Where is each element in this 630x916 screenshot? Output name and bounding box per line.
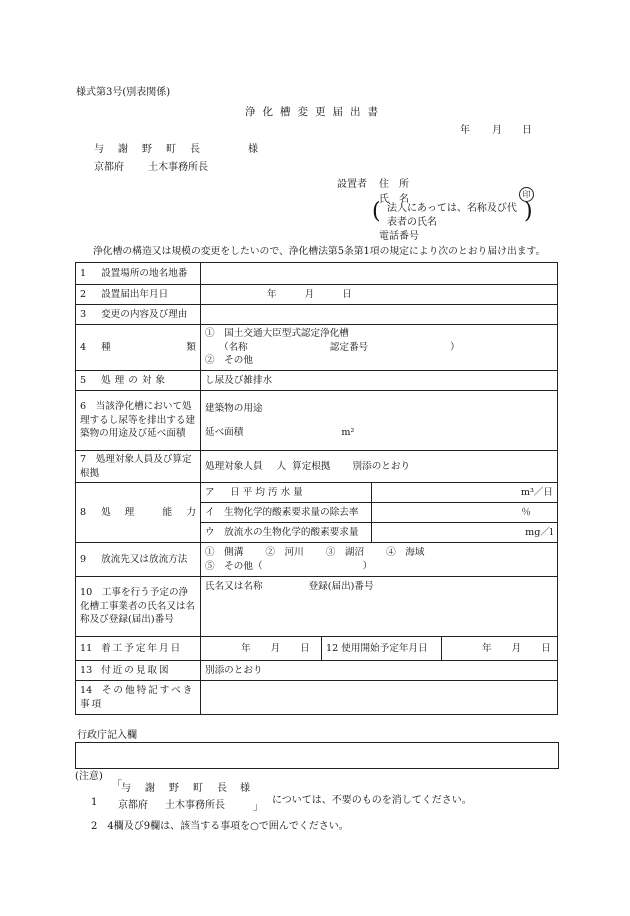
addressee-office: 土木事務所長 — [148, 162, 208, 173]
admin-box[interactable] — [75, 742, 559, 769]
building-usage-field[interactable]: 建築物の用途 延べ面積 m² — [201, 391, 558, 451]
row-label: 12 使用開始予定年月日 — [322, 637, 442, 661]
row-label: 10 工事を行う予定の浄化槽工事業者の氏名又は名称及び登録(届出)番号 — [76, 577, 201, 637]
corp-note-line2: 表者の氏名 — [387, 217, 437, 228]
note-1-bracket-close: 」 — [253, 802, 263, 813]
name-label: 氏 名 — [379, 194, 409, 205]
daily-flow-label: ア 日平均汚水量 — [201, 483, 372, 503]
discharge-field[interactable]: ① 側溝 ② 河川 ③ 湖沼 ④ 海域 ⑤ その他（ ） — [201, 543, 558, 577]
note-1-name: 与謝野町長 — [121, 783, 241, 794]
note-1-office: 土木事務所長 — [165, 800, 225, 811]
note-1-honorific: 様 — [240, 783, 250, 794]
paren-right: ) — [524, 199, 533, 224]
row-label: 9 放流先又は放流方法 — [76, 543, 201, 577]
type-field[interactable]: ① 国土交通大臣型式認定浄化槽 （名称 認定番号 ） ② その他 — [201, 325, 558, 371]
site-map-field[interactable]: 別添のとおり — [201, 661, 558, 681]
remarks-field[interactable] — [201, 681, 558, 715]
date-month: 月 — [492, 125, 502, 136]
intro-text: 浄化槽の構造又は規模の変更をしたいので、浄化槽法第5条第1項の規定により次のとおり届け出ます。 — [93, 246, 546, 257]
addressee-honorific: 様 — [248, 144, 258, 155]
persons-field[interactable]: 処理対象人員 人 算定根拠 別添のとおり — [201, 451, 558, 483]
date-year: 年 — [460, 125, 470, 136]
addressee-prefecture: 京都府 — [94, 162, 124, 173]
date-day: 日 — [522, 125, 532, 136]
row-8a — [76, 483, 558, 503]
note-1-prefecture: 京都府 — [118, 800, 148, 811]
row-14 — [76, 681, 558, 715]
phone-label: 電話番号 — [379, 231, 419, 242]
row-label: 7 処理対象人員及び算定根拠 — [76, 451, 201, 483]
page-title: 浄化槽変更届出書 — [245, 106, 385, 118]
form-number: 様式第3号(別表関係) — [76, 87, 171, 98]
row-9 — [76, 543, 558, 577]
applicant-role: 設置者 — [337, 179, 367, 190]
row-label: 6 当該浄化槽において処理するし尿等を排出する建築物の用途及び延べ面積 — [76, 391, 201, 451]
notification-form-table — [75, 262, 558, 715]
row-label: 4 種 類 — [76, 325, 201, 371]
row-1 — [76, 263, 558, 285]
row-5 — [76, 371, 558, 391]
row-6 — [76, 391, 558, 451]
treatment-target-field[interactable]: し尿及び雑排水 — [201, 371, 558, 391]
row-2 — [76, 285, 558, 305]
row-label: 3 変更の内容及び理由 — [76, 305, 201, 325]
paren-left: ( — [372, 199, 381, 224]
row-7 — [76, 451, 558, 483]
row-3 — [76, 305, 558, 325]
install-date-field[interactable]: 年 月 日 — [201, 285, 558, 305]
effluent-bod-field[interactable]: mg／l — [372, 523, 558, 543]
bod-removal-label: イ 生物化学的酸素要求量の除去率 — [201, 503, 372, 523]
note-1-text: については、不要のものを消してください。 — [272, 795, 472, 806]
start-date-field[interactable]: 年 月 日 — [201, 637, 322, 661]
use-start-date-field[interactable]: 年 月 日 — [442, 637, 558, 661]
row-10 — [76, 577, 558, 637]
note-1-number: 1 — [91, 797, 98, 808]
row-13 — [76, 661, 558, 681]
row-label: 14 その他特記すべき事項 — [76, 681, 201, 715]
admin-label: 行政庁記入欄 — [77, 730, 137, 741]
corp-note-line1: 法人にあっては、名称及び代 — [387, 203, 517, 214]
daily-flow-field[interactable]: m³／日 — [372, 483, 558, 503]
address-label: 住 所 — [379, 179, 409, 190]
note-1-bracket-open: 「 — [112, 780, 122, 791]
bod-removal-field[interactable]: ％ — [372, 503, 558, 523]
effluent-bod-label: ウ 放流水の生物化学的酸素要求量 — [201, 523, 372, 543]
notes-heading: (注意) — [75, 771, 103, 782]
location-field[interactable] — [201, 263, 558, 285]
row-4 — [76, 325, 558, 371]
change-reason-field[interactable] — [201, 305, 558, 325]
row-label: 8 処理 能 力 — [76, 483, 201, 543]
row-label: 11 着工予定年月日 — [76, 637, 201, 661]
row-label: 13 付近の見取図 — [76, 661, 201, 681]
seal-mark: 印 — [519, 187, 534, 202]
row-11-12 — [76, 637, 558, 661]
row-label: 5 処理の対象 — [76, 371, 201, 391]
note-2: 2 4欄及び9欄は、該当する事項を○で囲んでください。 — [91, 821, 349, 832]
addressee-name: 与謝野町長 — [94, 144, 214, 155]
row-label: 2 設置届出年月日 — [76, 285, 201, 305]
contractor-field[interactable]: 氏名又は名称 登録(届出)番号 — [201, 577, 558, 637]
row-label: 1 設置場所の地名地番 — [76, 263, 201, 285]
